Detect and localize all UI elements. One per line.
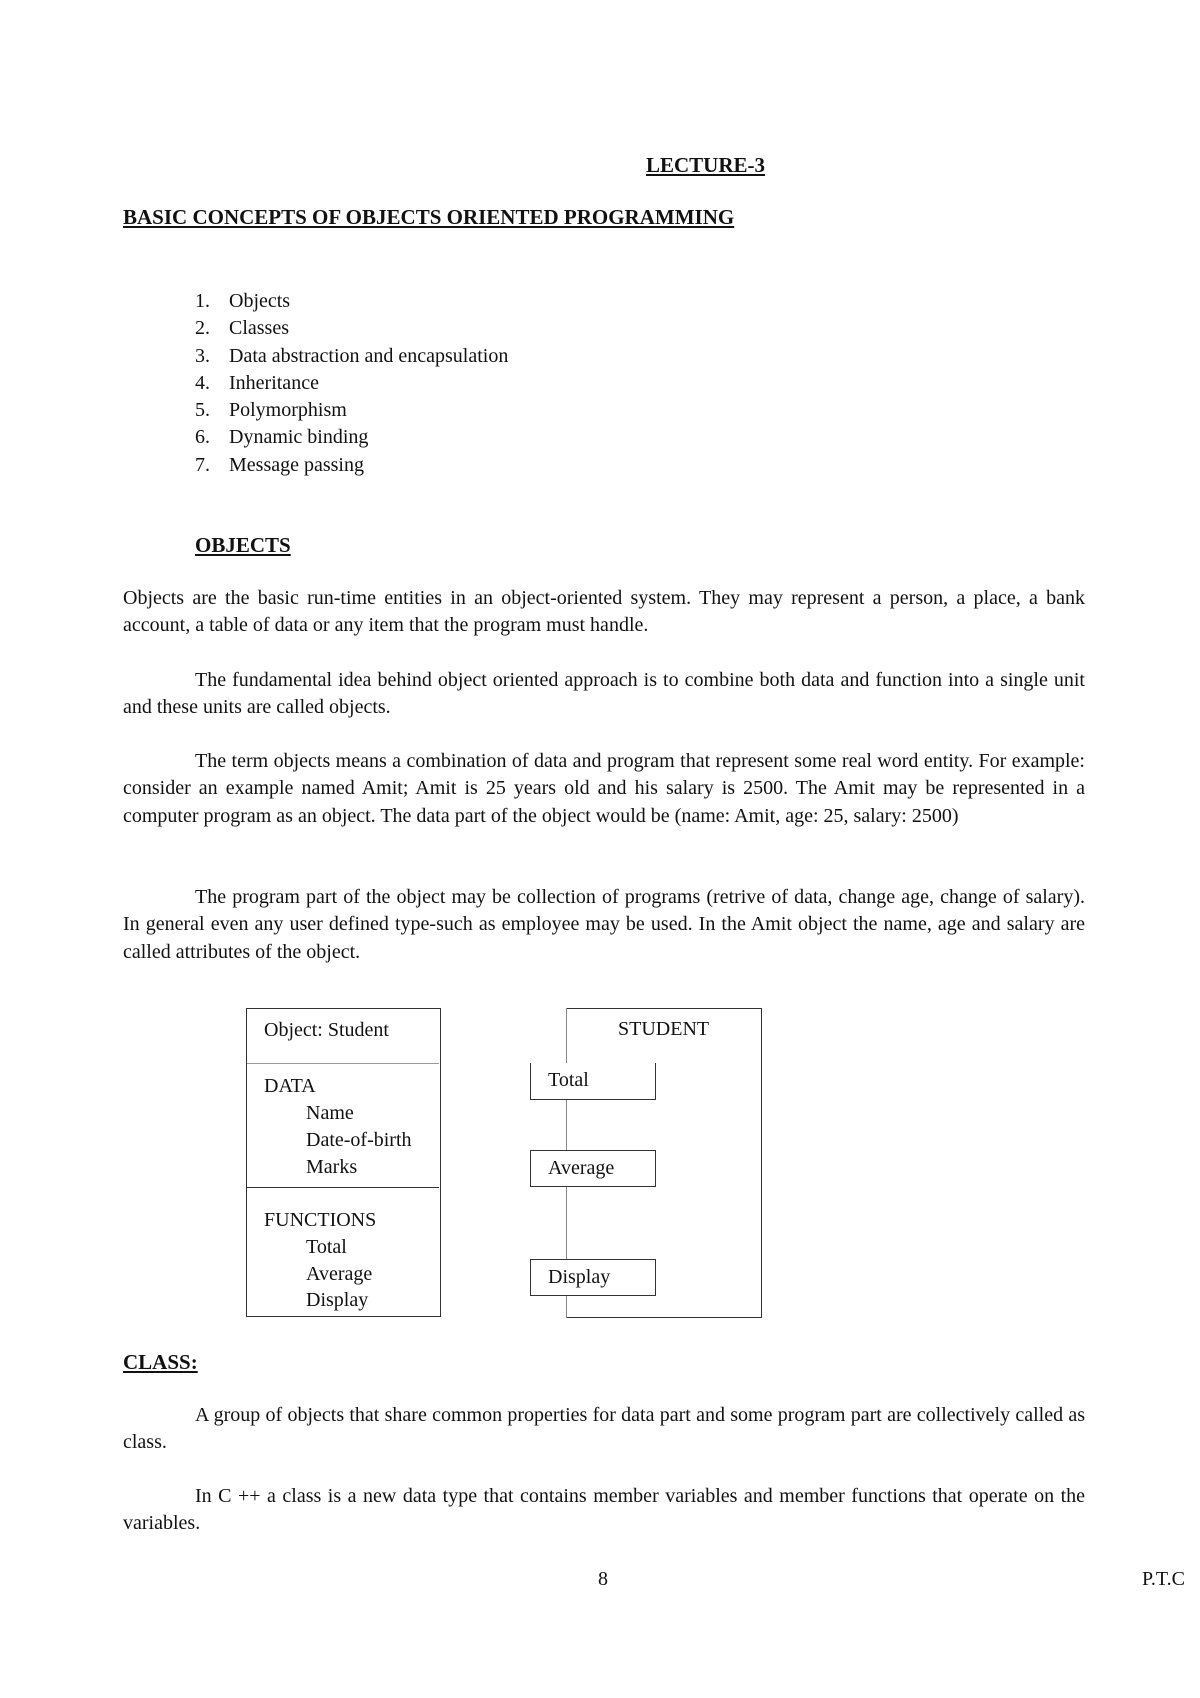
lecture-title: LECTURE-3	[646, 153, 766, 177]
data-item-dob: Date-of-birth	[306, 1129, 412, 1151]
divider	[247, 1187, 439, 1188]
functions-label: FUNCTIONS	[264, 1209, 377, 1231]
main-heading: BASIC CONCEPTS OF OBJECTS ORIENTED PROGRAMMING	[123, 205, 735, 229]
objects-paragraph-3: The term objects means a combination of data and program that represent some real word entity. For example: consider an example named Amit; Amit is 25 years old and his salary is 2500. The Amit may be represented in a computer program as an object. The data part of the object would be (name: Amit, age: 25, salary: 2500)	[123, 750, 1085, 827]
objects-heading: OBJECTS	[195, 533, 291, 557]
list-item: 1. Objects	[195, 290, 291, 312]
function-item-total: Total	[306, 1236, 347, 1258]
list-item: 5. Polymorphism	[195, 399, 347, 422]
object-student-box	[246, 1008, 441, 1317]
student-function-total: Total	[530, 1063, 656, 1100]
divider	[247, 1063, 439, 1064]
class-paragraph-1: A group of objects that share common properties for data part and some program part are collectively called as class.	[123, 1404, 1085, 1454]
concept-list	[195, 288, 508, 479]
objects-paragraph-2: The fundamental idea behind object oriented approach is to combine both data and function into a single unit and these units are called objects.	[123, 669, 1085, 719]
student-box-title: STUDENT	[618, 1018, 710, 1040]
data-label: DATA	[264, 1075, 316, 1097]
class-paragraph-2: In C ++ a class is a new data type that contains member variables and member functions that operate on the variables.	[123, 1485, 1085, 1535]
student-function-display: Display	[530, 1259, 656, 1296]
ptc-note: P.T.C	[1142, 1568, 1185, 1590]
student-function-average: Average	[530, 1150, 656, 1187]
list-item: 4. Inheritance	[195, 371, 319, 394]
object-box-title: Object: Student	[264, 1019, 389, 1041]
class-heading: CLASS:	[123, 1350, 198, 1374]
list-item: 6. Dynamic binding	[195, 426, 369, 449]
page-number: 8	[598, 1568, 608, 1590]
data-item-name: Name	[306, 1102, 354, 1124]
function-item-display: Display	[306, 1289, 369, 1311]
objects-paragraph-1: Objects are the basic run-time entities in an object-oriented system. They may represent a person, a place, a bank account, a table of data or any item that the program must handle.	[123, 587, 1085, 637]
objects-paragraph-4: The program part of the object may be collection of programs (retrive of data, change age, change of salary). In general even any user defined type-such as employee may be used. In the Amit object the name, age and salary are called attributes of the object.	[123, 886, 1085, 963]
function-item-average: Average	[306, 1263, 373, 1285]
list-item: 7. Message passing	[195, 453, 364, 476]
list-item: 2. Classes	[195, 317, 289, 340]
list-item: 3. Data abstraction and encapsulation	[195, 344, 509, 367]
data-item-marks: Marks	[306, 1156, 358, 1178]
